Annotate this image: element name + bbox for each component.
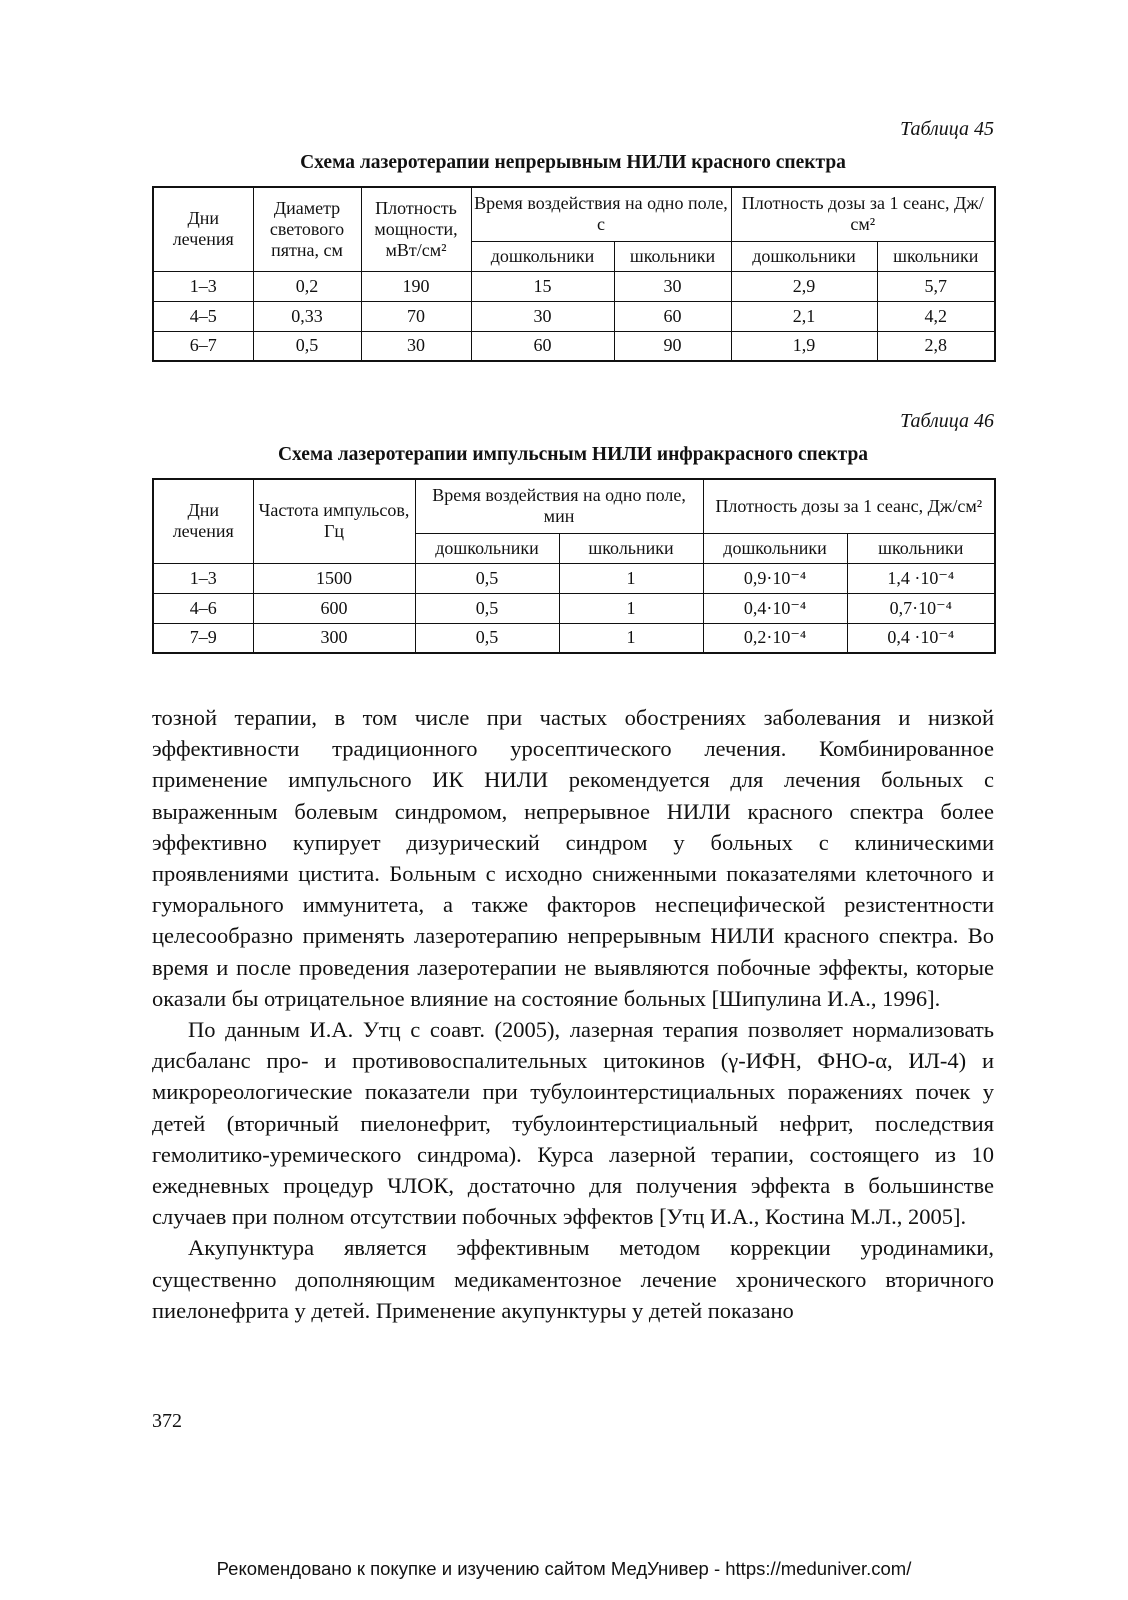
table-cell: 1,4 ·10⁻⁴: [847, 563, 995, 593]
table-cell: 0,5: [253, 331, 361, 361]
header-cell: Плотность дозы за 1 сеанс, Дж/см²: [703, 479, 995, 533]
table-title: Схема лазеротерапии импульсным НИЛИ инфракрасного спектра: [277, 444, 869, 465]
paragraph: Акупунктура является эффективным методом коррекции уродинамики, существенно дополняющим медикаментозное лечение хронического вторичного пиелонефрита у детей. Применение акупунктуры у детей показано: [152, 1235, 994, 1323]
table-row: [153, 331, 995, 361]
table-cell: 1: [559, 623, 703, 653]
table-cell: 30: [471, 301, 614, 331]
table-row: [153, 301, 995, 331]
table-cell: 2,8: [877, 331, 995, 361]
table-cell: 4–5: [153, 301, 253, 331]
table-cell: 1500: [253, 563, 415, 593]
table-45-block: [152, 116, 994, 362]
header-cell: школьники: [847, 533, 995, 563]
table-cell: 1–3: [153, 563, 253, 593]
table-caption: Таблица 46: [900, 410, 994, 432]
table-cell: 5,7: [877, 271, 995, 301]
table-cell: 0,5: [415, 593, 559, 623]
table-45: [152, 186, 996, 362]
footer-text: Рекомендовано к покупке и изучению сайтом МедУнивер - https://meduniver.com/: [216, 1558, 912, 1579]
table-cell: 60: [471, 331, 614, 361]
body-text: [152, 702, 994, 1326]
table-cell: 0,2: [253, 271, 361, 301]
header-cell: Время воздействия на одно поле, с: [471, 187, 731, 241]
header-cell: Дни лечения: [153, 479, 253, 563]
table-cell: 1–3: [153, 271, 253, 301]
header-cell: дошкольники: [731, 241, 877, 271]
table-row: [153, 593, 995, 623]
table-cell: 0,4 ·10⁻⁴: [847, 623, 995, 653]
header-cell: Время воздействия на одно поле, мин: [415, 479, 703, 533]
table-title: Схема лазеротерапии непрерывным НИЛИ красного спектра: [300, 152, 846, 173]
table-cell: 7–9: [153, 623, 253, 653]
header-cell: дошкольники: [471, 241, 614, 271]
table-46-block: [152, 408, 994, 654]
header-cell: школьники: [614, 241, 731, 271]
table-cell: 70: [361, 301, 471, 331]
header-cell: Плотность дозы за 1 сеанс, Дж/см²: [731, 187, 995, 241]
table-cell: 0,7·10⁻⁴: [847, 593, 995, 623]
table-cell: 90: [614, 331, 731, 361]
paragraph: тозной терапии, в том числе при частых обострениях заболевания и низкой эффективности традиционного уросептического лечения. Комбинированное применение импульсного ИК НИЛИ рекомендуется для лечения больных с выраженным болевым синдромом, непрерывное НИЛИ красного спектра более эффективно купирует дизурический синдром у больных с клиническими проявлениями цистита. Больным с исходно сниженными показателями клеточного и гуморального иммунитета, а также факторов неспецифической резистентности целесообразно применять лазеротерапию непрерывным НИЛИ красного спектра. Во время и после проведения лазеротерапии не выявляются побочные эффекты, которые оказали бы отрицательное влияние на состояние больных [Шипулина И.А., 1996].: [152, 705, 994, 1011]
paragraph: По данным И.А. Утц с соавт. (2005), лазерная терапия позволяет нормализовать дисбаланс про- и противовоспалительных цитокинов (γ-ИФН, ФНО-α, ИЛ-4) и микрореологические показатели при тубулоинтерстициальных поражениях почек у детей (вторичный пиелонефрит, тубулоинтерстициальный нефрит, последствия гемолитико-уремического синдрома). Курса лазерной терапии, состоящего из 10 ежедневных процедур ЧЛОК, достаточно для получения эффекта в большинстве случаев при полном отсутствии побочных эффектов [Утц И.А., Костина М.Л., 2005].: [152, 1017, 994, 1230]
table-cell: 0,9·10⁻⁴: [703, 563, 847, 593]
table-row: [153, 563, 995, 593]
table-cell: 600: [253, 593, 415, 623]
table-cell: 2,1: [731, 301, 877, 331]
table-cell: 1,9: [731, 331, 877, 361]
header-cell: школьники: [559, 533, 703, 563]
header-cell: дошкольники: [703, 533, 847, 563]
header-cell: Дни лечения: [153, 187, 253, 271]
table-caption: Таблица 45: [900, 118, 994, 140]
table-cell: 1: [559, 593, 703, 623]
header-cell: Частота импульсов, Гц: [253, 479, 415, 563]
header-cell: дошкольники: [415, 533, 559, 563]
header-cell: школьники: [877, 241, 995, 271]
table-cell: 0,5: [415, 623, 559, 653]
table-row: [153, 623, 995, 653]
header-cell: Диаметр светового пятна, см: [253, 187, 361, 271]
table-cell: 15: [471, 271, 614, 301]
table-row: [153, 271, 995, 301]
table-cell: 60: [614, 301, 731, 331]
table-cell: 190: [361, 271, 471, 301]
table-cell: 1: [559, 563, 703, 593]
table-cell: 4–6: [153, 593, 253, 623]
table-cell: 0,33: [253, 301, 361, 331]
table-cell: 4,2: [877, 301, 995, 331]
table-cell: 300: [253, 623, 415, 653]
table-cell: 0,2·10⁻⁴: [703, 623, 847, 653]
table-cell: 0,5: [415, 563, 559, 593]
table-cell: 6–7: [153, 331, 253, 361]
table-cell: 30: [361, 331, 471, 361]
page-number: 372: [152, 1410, 182, 1432]
header-cell: Плотность мощности, мВт/см²: [361, 187, 471, 271]
table-cell: 30: [614, 271, 731, 301]
table-cell: 2,9: [731, 271, 877, 301]
table-cell: 0,4·10⁻⁴: [703, 593, 847, 623]
table-46: [152, 478, 996, 654]
